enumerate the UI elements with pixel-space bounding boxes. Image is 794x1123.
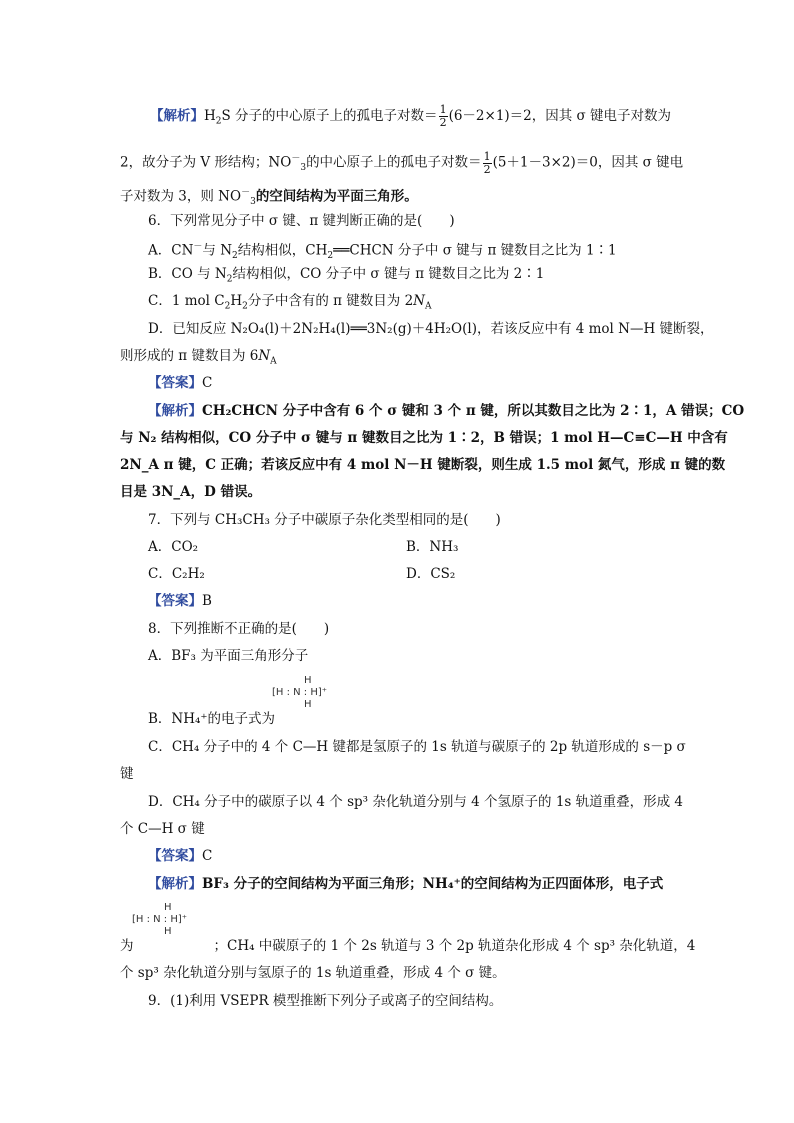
q7-option-b: B．NH₃ — [406, 539, 459, 555]
q8-option-d-line1: D．CH₄ 分子中的碳原子以 4 个 sp³ 杂化轨道分别与 4 个氢原子的 1s 轨道重叠，形成 4 — [148, 794, 684, 810]
q6-option-a: A．CN－与 $N_2$结构相似，$CH_2══CHCN$ 分子中 σ 键与 π 键数目之比为 1∶1 — [148, 242, 617, 262]
nh4-electron-formula-analysis: H [H : N : H]⁺ H — [132, 902, 188, 937]
q6-analysis-2: 与 N₂ 结构相似，CO 分子中 σ 键与 π 键数目之比为 1∶2，B 错误；1 mol H—C≡C—H 中含有 — [120, 430, 728, 446]
fraction: $\frac{1}{2}$ — [483, 149, 491, 176]
analysis-tag: 【解析】 — [150, 108, 204, 124]
q6-stem: 6．下列常见分子中 σ 键、π 键判断正确的是( ) — [148, 213, 455, 229]
q7-answer: 【答案】B — [148, 593, 212, 609]
q6-analysis-3: 2N_A π 键，C 正确；若该反应中有 4 mol N－H 键断裂，则生成 1.5 mol 氮气，形成 π 键的数 — [120, 457, 726, 473]
q8-stem: 8．下列推断不正确的是( ) — [148, 621, 330, 637]
q7-option-a: A．CO₂ — [148, 539, 199, 555]
q7-stem: 7．下列与 CH₃CH₃ 分子中碳原子杂化类型相同的是( ) — [148, 512, 501, 528]
nh4-electron-formula: H [H : N : H]⁺ H — [272, 675, 328, 710]
q6-answer: 【答案】C — [148, 375, 213, 391]
q8-option-c-line2: 键 — [120, 766, 134, 782]
q8-option-d-line2: 个 C—H σ 键 — [120, 821, 205, 837]
q8-analysis-1: 【解析】BF₃ 分子的空间结构为平面三角形；NH₄⁺的空间结构为正四面体形，电子式 — [148, 876, 664, 892]
q6-option-b: B．CO 与 $N_2$结构相似，CO 分子中 σ 键与 π 键数目之比为 2∶1 — [148, 266, 545, 285]
q6-option-d-line1: D．已知反应 N₂O₄(l)＋2N₂H₄(l)══3N₂(g)＋4H₂O(l)，若该反应中有 4 mol N—H 键断裂， — [148, 321, 714, 337]
q6-option-c: C．1 mol $C_2H_2$分子中含有的 π 键数目为 $2N_A$ — [148, 293, 432, 312]
q6-analysis-1: 【解析】CH₂CHCN 分子中含有 6 个 σ 键和 3 个 π 键，所以其数目之比为 2∶1，A 错误；CO — [148, 403, 745, 419]
q6-analysis-4: 目是 3N_A，D 错误。 — [120, 484, 262, 500]
fraction: $\frac{1}{2}$ — [439, 103, 447, 129]
q9-stem: 9．(1)利用 VSEPR 模型推断下列分子或离子的空间结构。 — [148, 993, 503, 1009]
q8-answer: 【答案】C — [148, 848, 213, 864]
q8-option-c-line1: C．CH₄ 分子中的 4 个 C—H 键都是氢原子的 1s 轨道与碳原子的 2p 轨道形成的 s－p σ — [148, 739, 686, 755]
q8-option-b: B．NH₄⁺的电子式为 — [148, 711, 276, 727]
analysis-line-3: 子对数为 3，则 $NO^-_3$的空间结构为平面三角形。 — [120, 188, 418, 208]
q7-option-d: D．CS₂ — [406, 566, 456, 582]
q8-analysis-3: 个 sp³ 杂化轨道分别与氢原子的 1s 轨道重叠，形成 4 个 σ 键。 — [120, 965, 506, 981]
q6-option-d-line2: 则形成的 π 键数目为 $6N_A$ — [120, 348, 277, 367]
q8-analysis-2: 为 ；CH₄ 中碳原子的 1 个 2s 轨道与 3 个 2p 轨道杂化形成 4 个 sp³ 杂化轨道，4 — [120, 938, 696, 954]
q8-option-a: A．BF₃ 为平面三角形分子 — [148, 648, 309, 664]
analysis-line-1: 【解析】$H_2S$ 分子的中心原子上的孤电子对数＝ $\frac{1}{2}$ (6－2×1)＝2，因其 σ 键电子对数为 — [150, 103, 672, 129]
analysis-line-2: 2，故分子为 V 形结构；$NO^-_3$的中心原子上的孤电子对数＝ $\frac{1}{2}$ (5＋1－3×2)＝0，因其 σ 键电 — [120, 149, 684, 176]
q7-option-c: C．C₂H₂ — [148, 566, 205, 582]
